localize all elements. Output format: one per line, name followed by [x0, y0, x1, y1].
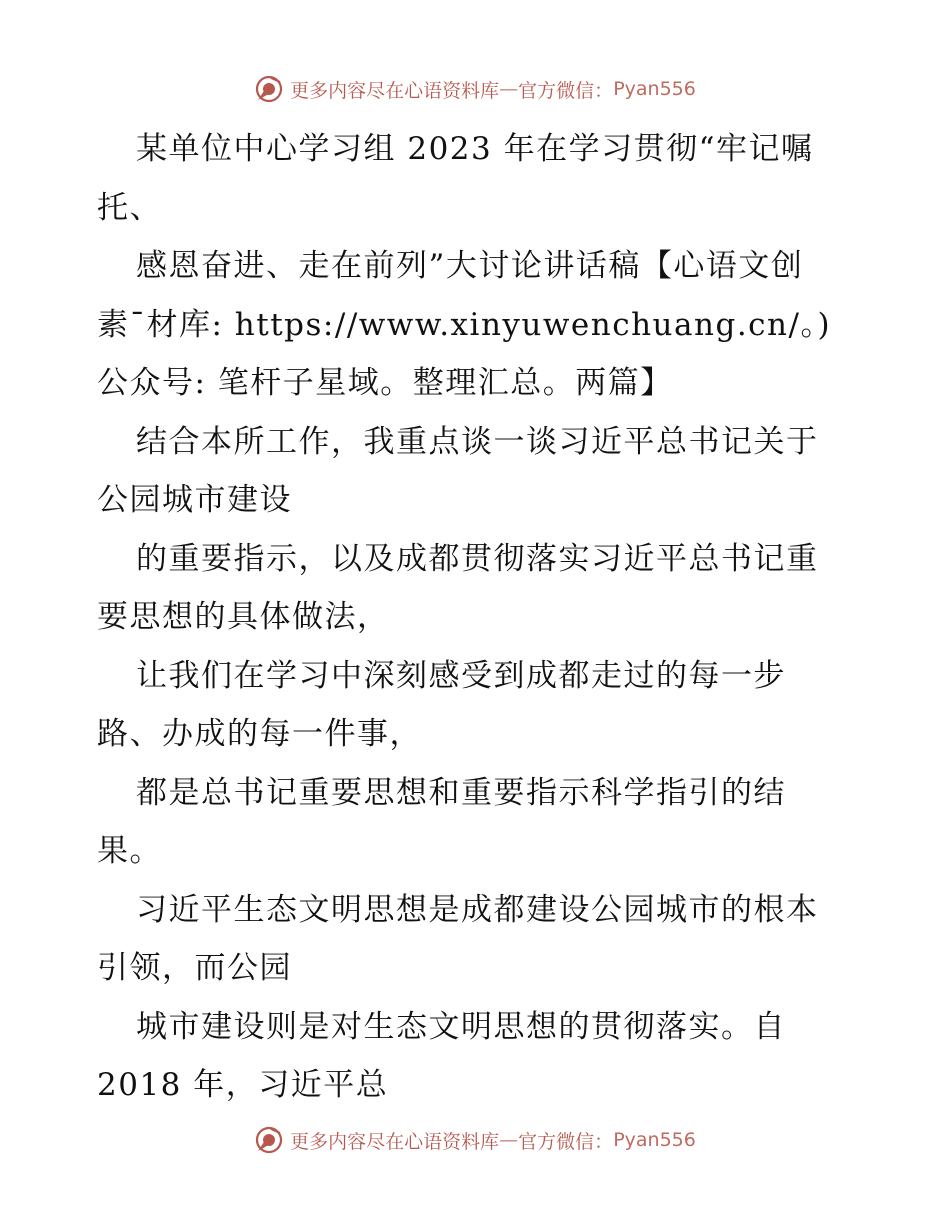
header-watermark-banner	[0, 72, 950, 106]
text-line: 让我们在学习中深刻感受到成都走过的每一步	[136, 657, 786, 694]
banner-main-text: 更多内容尽在心语资料库	[290, 1130, 500, 1153]
text-line: 公众号: 笔杆子星域。整理汇总。两篇】	[97, 365, 673, 401]
text-line: 都是总书记重要思想和重要指示科学指引的结	[136, 774, 786, 811]
text-line: 素¯材库: https://www.xinyuwenchuang.cn/。)	[97, 306, 832, 343]
text-line: 公园城市建设	[97, 482, 292, 518]
text-line: 感恩奋进、走在前列”大讨论讲话稿【心语文创	[136, 248, 804, 284]
text-line: 2018 年，习近平总	[97, 1067, 389, 1103]
text-line: 托、	[97, 189, 162, 226]
banner-wechat-id: Pyan556	[613, 1129, 696, 1151]
banner-separator: —	[499, 78, 519, 100]
banner-official-text: 官方微信：	[518, 79, 614, 102]
banner-main-text: 更多内容尽在心语资料库	[290, 79, 500, 102]
text-line: 某单位中心学习组 2023 年在学习贯彻“牢记嘱	[136, 131, 814, 167]
text-line: 引领，而公园	[97, 950, 292, 986]
text-line: 果。	[97, 833, 162, 869]
pen-nib-circle-icon	[254, 74, 284, 104]
text-line: 结合本所工作，我重点谈一谈习近平总书记关于	[136, 423, 819, 460]
footer-watermark-banner	[0, 1123, 950, 1157]
text-line: 路、办成的每一件事，	[97, 716, 422, 752]
banner-separator: —	[499, 1129, 519, 1151]
document-body	[97, 120, 857, 1115]
text-line: 的重要指示，以及成都贯彻落实习近平总书记重	[136, 540, 819, 577]
banner-wechat-id: Pyan556	[613, 78, 696, 100]
banner-official-text: 官方微信：	[518, 1130, 614, 1153]
text-line: 要思想的具体做法，	[97, 599, 390, 635]
text-line: 习近平生态文明思想是成都建设公园城市的根本	[136, 891, 819, 928]
pen-nib-circle-icon	[254, 1125, 284, 1155]
text-line: 城市建设则是对生态文明思想的贯彻落实。自	[136, 1008, 786, 1045]
